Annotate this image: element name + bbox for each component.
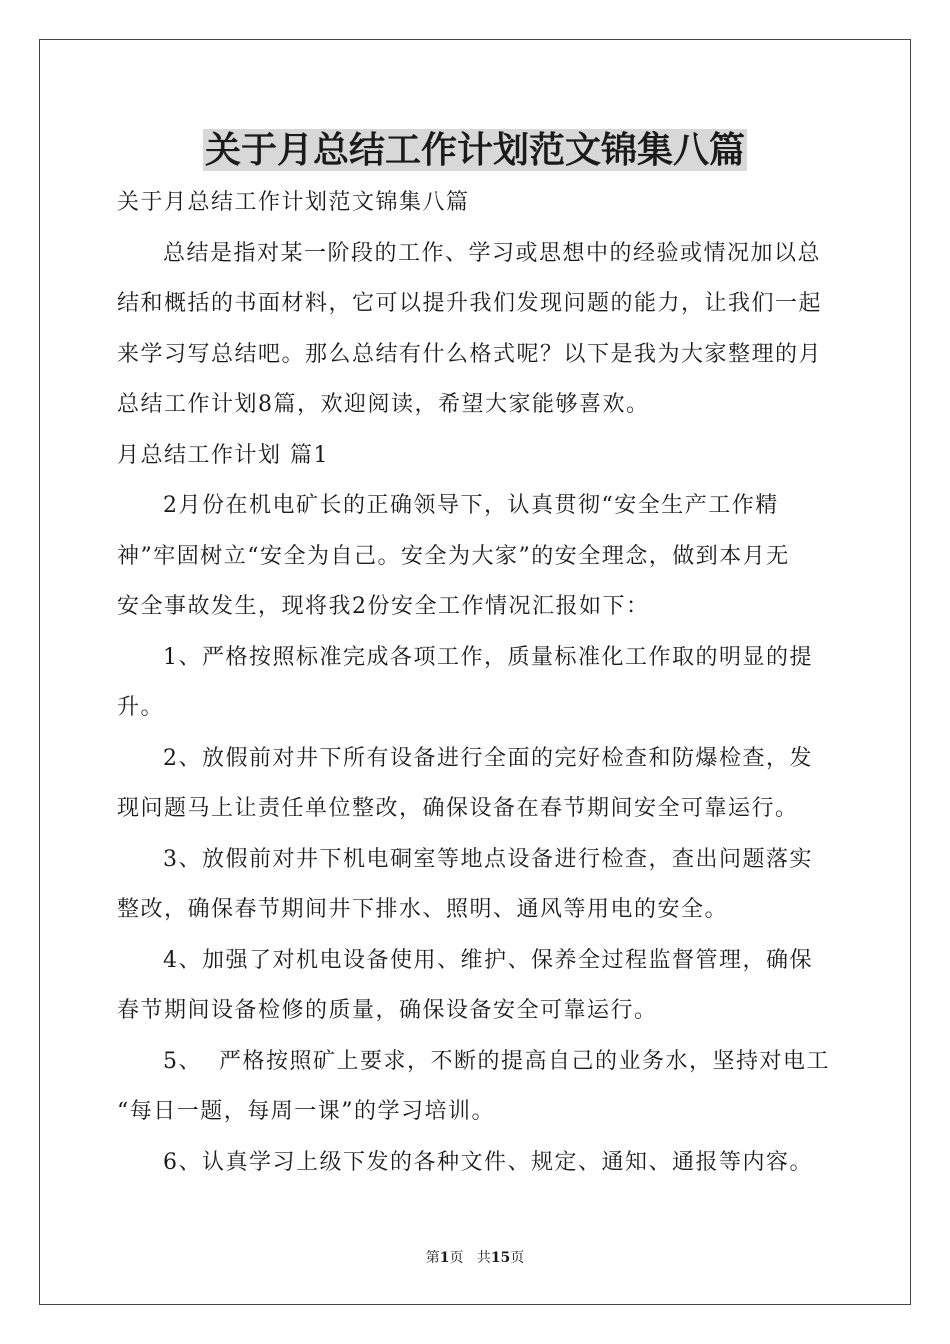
subtitle-line: 关于月总结工作计划范文锦集八篇	[117, 190, 470, 215]
total-pages: 15	[490, 1250, 511, 1266]
document-title	[0, 126, 950, 174]
list-item-line: “每日一题，每周一课”的学习培训。	[117, 1099, 495, 1124]
document-body	[117, 178, 837, 1188]
list-item-line: 升。	[117, 695, 165, 720]
paragraph-line: 安全事故发生，现将我2份安全工作情况汇报如下：	[117, 594, 650, 619]
total-suffix: 页	[510, 1250, 525, 1266]
page-prefix: 第	[425, 1250, 440, 1266]
intro-paragraph-line: 总结是指对某一阶段的工作、学习或思想中的经验或情况加以总	[163, 240, 822, 266]
section-heading: 月总结工作计划 篇1	[117, 442, 329, 468]
list-item-line: 4、加强了对机电设备使用、维护、保养全过程监督管理，确保	[163, 947, 813, 973]
list-item-line: 春节期间设备检修的质量，确保设备安全可靠运行。	[117, 998, 658, 1023]
page-suffix: 页	[449, 1250, 464, 1266]
paragraph-line: 神”牢固树立“安全为自己。安全为大家”的安全理念，做到本月无	[117, 543, 790, 569]
intro-paragraph-line: 来学习写总结吧。那么总结有什么格式呢？以下是我为大家整理的月	[117, 341, 823, 367]
page-footer	[0, 1248, 950, 1268]
list-item-line: 3、放假前对井下机电硐室等地点设备进行检查，查出问题落实	[163, 846, 813, 872]
total-prefix: 共	[476, 1250, 491, 1266]
list-item-line: 现问题马上让责任单位整改，确保设备在春节期间安全可靠运行。	[117, 796, 799, 821]
intro-paragraph-line: 结和概括的书面材料，它可以提升我们发现问题的能力，让我们一起	[117, 291, 823, 316]
list-item-line: 整改，确保春节期间井下排水、照明、通风等用电的安全。	[117, 897, 729, 922]
paragraph-line: 2月份在机电矿长的正确领导下，认真贯彻“安全生产工作精	[163, 493, 779, 518]
list-item-line: 5、 严格按照矿上要求，不断的提高自己的业务水，坚持对电工	[163, 1048, 830, 1074]
page-number: 1	[439, 1250, 450, 1266]
document-title-text: 关于月总结工作计划范文锦集八篇	[204, 129, 745, 171]
list-item-line: 6、认真学习上级下发的各种文件、规定、通知、通报等内容。	[163, 1149, 813, 1175]
list-item-line: 1、严格按照标准完成各项工作，质量标准化工作取的明显的提	[163, 644, 813, 670]
intro-paragraph-line: 总结工作计划8篇，欢迎阅读，希望大家能够喜欢。	[117, 392, 650, 417]
list-item-line: 2、放假前对井下所有设备进行全面的完好检查和防爆检查，发	[163, 745, 813, 771]
